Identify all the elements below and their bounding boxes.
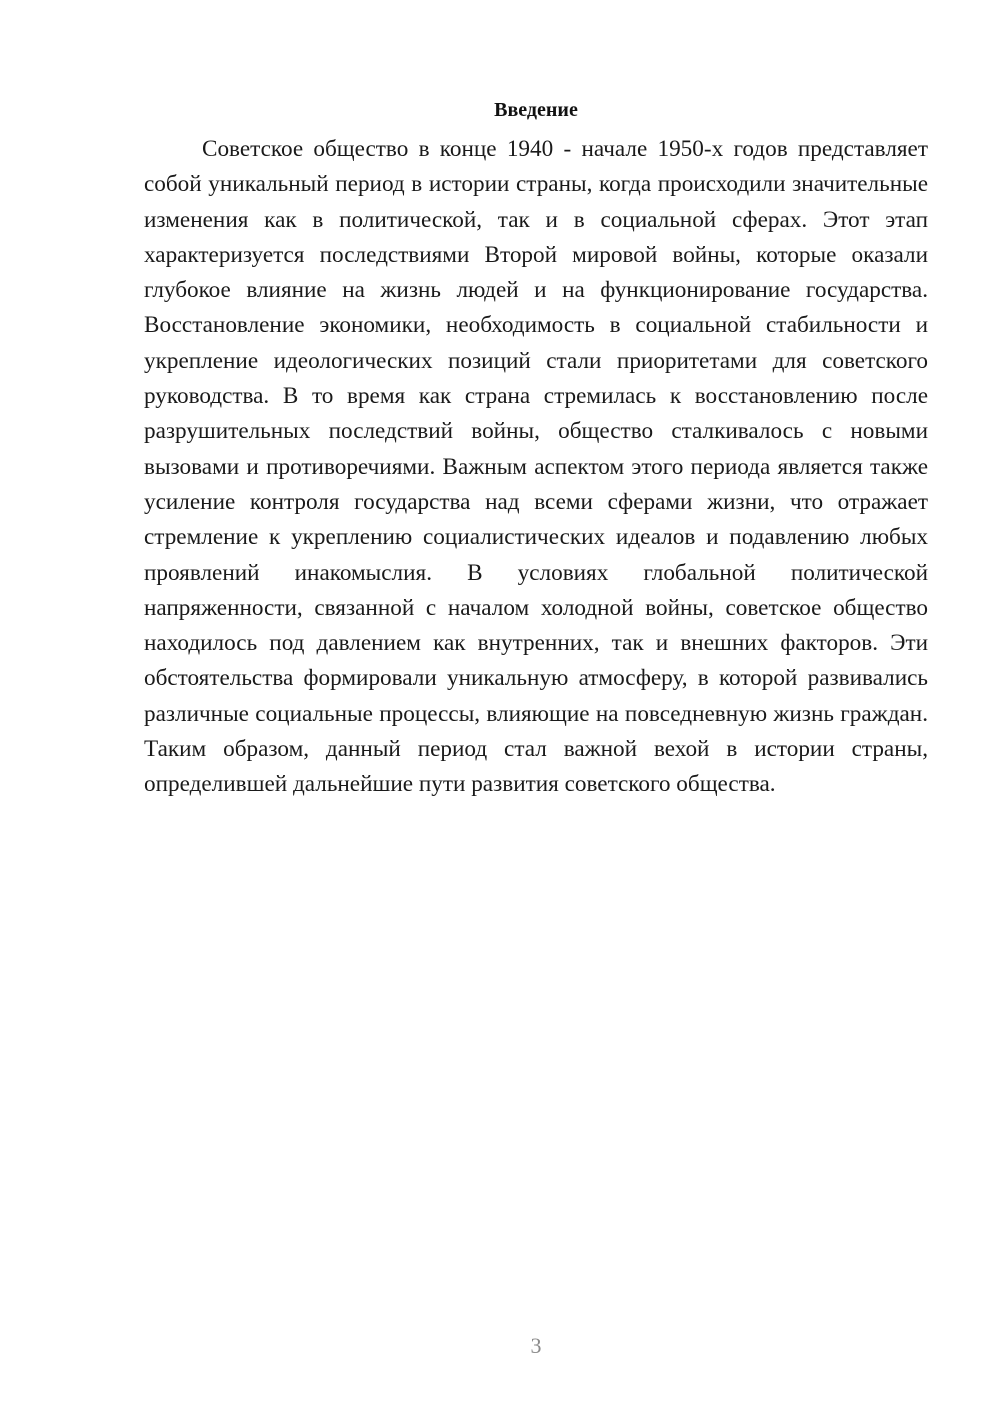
page-number: 3 <box>530 1333 542 1358</box>
introduction-paragraph: Советское общество в конце 1940 - начале 1950-х годов представляет собой уникальный период в истории страны, когда происходили значительные изменения как в политической, так и в социальной сферах. Этот этап характеризуется последствиями Второй мировой войны, которые оказали глубокое влияние на жизнь людей и на функционирование государства. Восстановление экономики, необходимость в социальной стабильности и укрепление идеологических позиций стали приоритетами для советского руководства. В то время как страна стремилась к восстановлению после разрушительных последствий войны, общество сталкивалось с новыми вызовами и противоречиями. Важным аспектом этого периода является также усиление контроля государства над всеми сферами жизни, что отражает стремление к укреплению социалистических идеалов и подавлению любых проявлений инакомыслия. В условиях глобальной политической напряженности, связанной с началом холодной войны, советское общество находилось под давлением как внутренних, так и внешних факторов. Эти обстоятельства формировали уникальную атмосферу, в которой развивались различные социальные процессы, влияющие на повседневную жизнь граждан. Таким образом, данный период стал важной вехой в истории страны, определившей дальнейшие пути развития советского общества. <box>144 136 928 798</box>
section-heading: Введение <box>494 99 578 121</box>
page-content <box>144 96 928 803</box>
